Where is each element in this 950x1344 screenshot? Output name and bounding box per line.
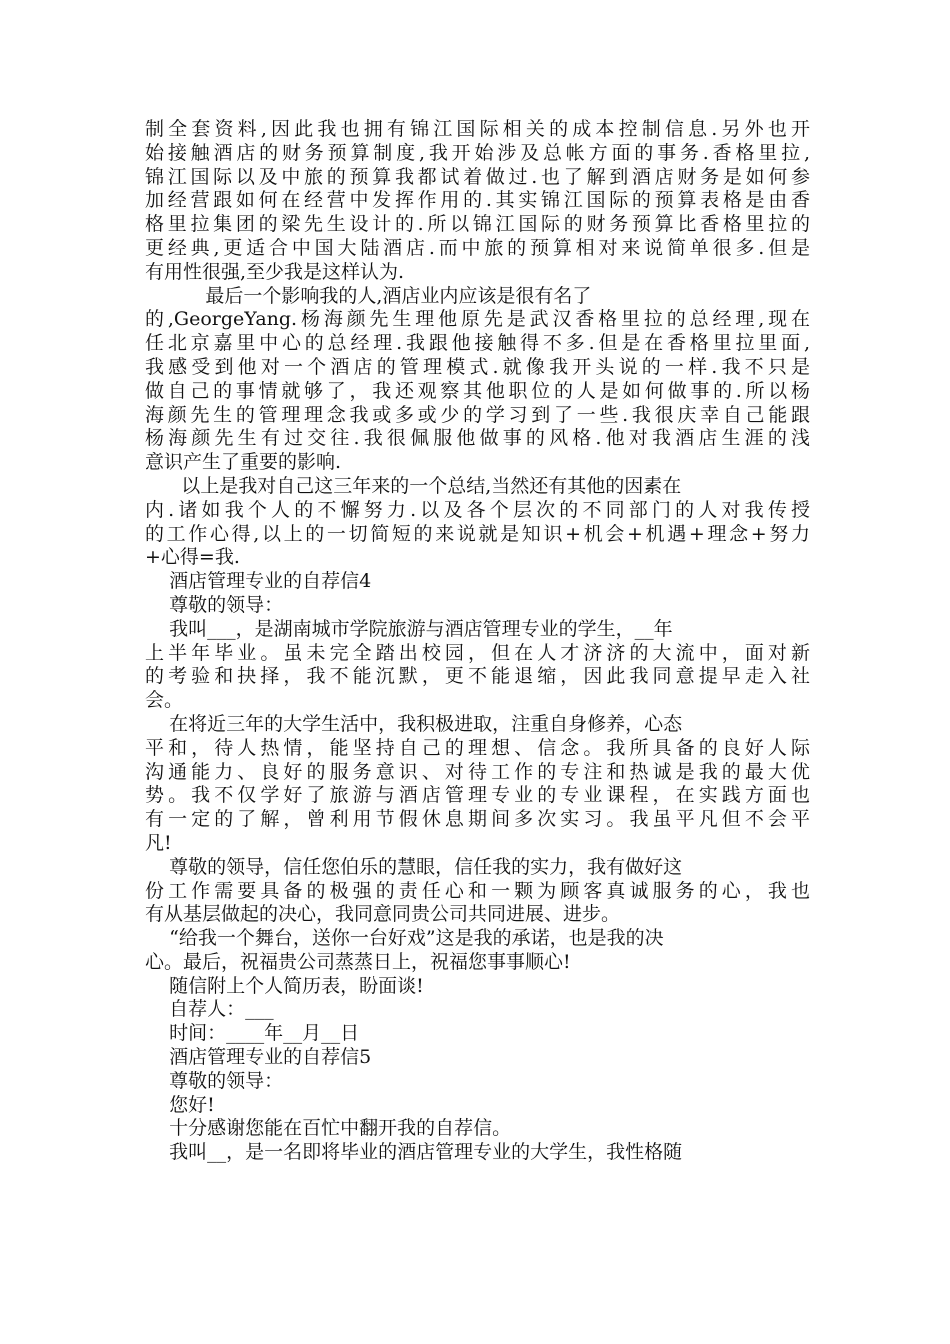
- text-line: 的工作心得,以上的一切简短的来说就是知识+机会+机遇+理念+努力: [145, 522, 810, 545]
- text-line: 有用性很强,至少我是这样认为.: [145, 260, 405, 283]
- text-line: 更经典,更适合中国大陆酒店.而中旅的预算相对来说简单很多.但是: [145, 236, 810, 259]
- text-line: 上半年毕业。虽未完全踏出校园，但在人才济济的大流中，面对新: [145, 641, 810, 664]
- signature-line: 自荐人：___: [145, 998, 274, 1021]
- text-line: 格里拉集团的梁先生设计的.所以锦江国际的财务预算比香格里拉的: [145, 213, 810, 236]
- greeting: 您好!: [145, 1093, 215, 1116]
- text-line: 制全套资料,因此我也拥有锦江国际相关的成本控制信息.另外也开: [145, 118, 810, 140]
- text-line: 十分感谢您能在百忙中翻开我的自荐信。: [145, 1117, 512, 1140]
- section-heading: 酒店管理专业的自荐信4: [145, 570, 372, 593]
- text-line: 在将近三年的大学生活中，我积极进取，注重自身修养，心态: [145, 712, 683, 735]
- text-line: 任北京嘉里中心的总经理.我跟他接触得不多.但是在香格里拉里面,: [145, 332, 810, 355]
- text-line: 做自己的事情就够了，我还观察其他职位的人是如何做事的.所以杨: [145, 379, 810, 402]
- text-line: +心得=我.: [145, 546, 240, 569]
- date-line: 时间：____年__月__日: [145, 1022, 360, 1045]
- text-line: 内.诸如我个人的不懈努力.以及各个层次的不同部门的人对我传授: [145, 498, 810, 521]
- text-line: 意识产生了重要的影响.: [145, 451, 342, 474]
- text-line: 始接触酒店的财务预算制度,我开始涉及总帐方面的事务.香格里拉,: [145, 141, 810, 164]
- text-line: 以上是我对自己这三年来的一个总结,当然还有其他的因素在: [145, 474, 682, 497]
- text-line: 份工作需要具备的极强的责任心和一颗为顾客真诚服务的心，我也: [145, 879, 810, 902]
- text-line: “给我一个舞台，送你一台好戏”这是我的承诺，也是我的决: [145, 927, 664, 950]
- text-line: 有一定的了解，曾利用节假休息期间多次实习。我虽平凡但不会平: [145, 808, 810, 831]
- text-line: 有从基层做起的决心，我同意同贵公司共同进展、进步。: [145, 903, 621, 926]
- text-line: 沟通能力、良好的服务意识、对待工作的专注和热诚是我的最大优: [145, 760, 810, 783]
- text-line: 势。我不仅学好了旅游与酒店管理专业的专业课程，在实践方面也: [145, 784, 810, 807]
- text-line: 心。最后，祝福贵公司蒸蒸日上，祝福您事事顺心!: [145, 950, 571, 973]
- salutation: 尊敬的领导：: [145, 593, 284, 616]
- text-line: 最后一个影响我的人,酒店业内应该是很有名了: [145, 284, 592, 307]
- text-line: 海颜先生的管理理念我或多或少的学习到了一些.我很庆幸自己能跟: [145, 403, 810, 426]
- text-line: 随信附上个人简历表，盼面谈!: [145, 974, 424, 997]
- text-line: 会。: [145, 689, 184, 712]
- text-line: 锦江国际以及中旅的预算我都试着做过.也了解到酒店财务是如何参: [145, 165, 810, 188]
- letter-body: [145, 118, 810, 1165]
- text-line: 我感受到他对一个酒店的管理模式.就像我开头说的一样.我不只是: [145, 355, 810, 378]
- text-line: 尊敬的领导，信任您伯乐的慧眼，信任我的实力，我有做好这: [145, 855, 683, 878]
- text-line: 杨海颜先生有过交往.我很佩服他做事的风格.他对我酒店生涯的浅: [145, 427, 810, 450]
- text-line: 凡!: [145, 831, 172, 854]
- text-line: 平和，待人热情，能坚持自己的理想、信念。我所具备的良好人际: [145, 736, 810, 759]
- text-line: 的,GeorgeYang.杨海颜先生理他原先是武汉香格里拉的总经理,现在: [145, 308, 810, 331]
- text-line: 的考验和抉择，我不能沉默，更不能退缩，因此我同意提早走入社: [145, 665, 810, 688]
- text-line: 我叫___，是湖南城市学院旅游与酒店管理专业的学生，__年: [145, 617, 673, 640]
- text-line: 我叫__，是一名即将毕业的酒店管理专业的大学生，我性格随: [145, 1141, 683, 1164]
- section-heading: 酒店管理专业的自荐信5: [145, 1046, 372, 1069]
- text-line: 加经营跟如何在经营中发挥作用的.其实锦江国际的预算表格是由香: [145, 189, 810, 212]
- salutation: 尊敬的领导：: [145, 1069, 284, 1092]
